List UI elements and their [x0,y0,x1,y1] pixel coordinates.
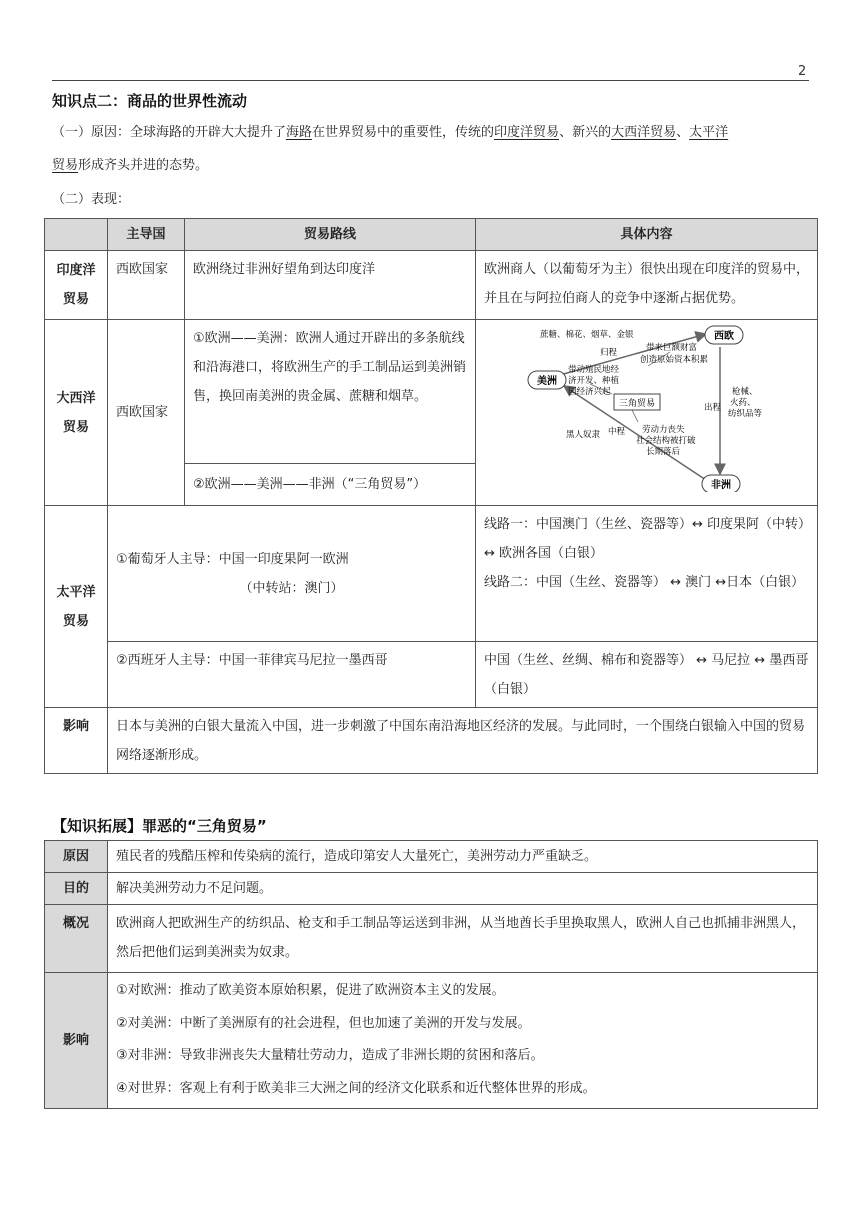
pacific-route-1-cell [108,506,476,642]
route-cell: 欧洲绕过非洲好望角到达印度洋 [185,251,476,320]
table-header-row [45,219,818,251]
header-cell [45,219,108,251]
center-label: 三角贸易 [618,399,656,409]
middle-passage-label: 中程 [608,427,626,437]
leader-cell: 西欧国家 [108,251,185,320]
row-label-purpose: 目的 [45,873,108,905]
row-head-pacific [45,506,108,708]
america-effect-label: 带动殖民地经 [568,365,620,375]
return-label: 归程 [600,348,618,358]
impact-list [108,973,818,1109]
triangle-trade-diagram [480,322,810,492]
route-line: ①葡萄牙人主导：中国一印度果阿一欧洲 [116,551,349,567]
underlined-term: 太平洋 [689,125,729,140]
triangle-trade-diagram-cell [476,320,818,506]
impact-item: ①对欧洲：推动了欧美资本原始积累，促进了欧洲资本主义的发展。 [116,983,505,998]
wealth-label: 创造原始资本积累 [640,355,709,365]
header-rule [52,80,809,81]
pacific-route-2-cell: ②西班牙人主导：中国一菲律宾马尼拉一墨西哥 [108,642,476,708]
pacific-content-1-cell [476,506,818,642]
row-text: 殖民者的残酷压榨和传染病的流行，造成印第安人大量死亡，美洲劳动力严重缺乏。 [108,841,818,873]
header-cell: 具体内容 [476,219,818,251]
table-row-atlantic [45,320,818,464]
table-row [45,841,818,873]
header-cell: 主导国 [108,219,185,251]
trade-table [44,218,818,774]
row-label-overview: 概况 [45,905,108,973]
row-head-line: 贸易 [62,292,89,307]
goods-to-africa-label: 纺织品等 [728,409,763,419]
row-head-line: 贸易 [62,613,89,629]
row-text: 欧洲商人把欧洲生产的纺织品、枪支和手工制品等运送到非洲，从当地酋长手里换取黑人，欧洲人自己也抓捕非洲黑人，然后把他们运到美洲卖为奴隶。 [108,905,818,973]
impact-item: ③对非洲：导致非洲丧失大量精壮劳动力，造成了非洲长期的贫困和落后。 [116,1048,544,1063]
row-head-line: 贸易 [62,419,89,435]
outbound-label: 出程 [704,403,722,413]
row-text: 解决美洲劳动力不足问题。 [108,873,818,905]
section-title: 知识点二：商品的世界性流动 [52,92,248,110]
underlined-term: 大西洋贸易 [611,125,677,140]
cause-text: 形成齐头并进的态势。 [78,158,209,173]
cause-text: （一）原因：全球海路的开辟大大提升了 [52,125,287,140]
cause-text: 、新兴的 [559,125,612,140]
goods-to-europe-label: 蔗糖、棉花、烟草、金银 [540,330,634,340]
extension-title: 【知识拓展】罪恶的“三角贸易” [52,817,267,835]
row-label-impact: 影响 [45,973,108,1109]
goods-to-africa-label: 枪械、 [732,387,758,397]
route-line: （中转站：澳门） [239,580,344,596]
row-head-line: 大西洋 [56,390,96,406]
content-cell: 欧洲商人（以葡萄牙为主）很快出现在印度洋的贸易中，并且在与阿拉伯商人的竞争中逐渐占据优势。 [476,251,818,320]
slaves-label: 黑人奴隶 [566,430,601,440]
leader-cell: 西欧国家 [108,320,185,506]
pacific-content-2-cell: 中国（生丝、丝绸、棉布和瓷器等） ↔ 马尼拉 ↔ 墨西哥（白银） [476,642,818,708]
header-cell: 贸易路线 [185,219,476,251]
node-africa-label: 非洲 [711,480,731,491]
america-effect-label: 济开发、种植 [568,376,620,386]
performance-label: （二）表现： [52,192,131,207]
table-row-indian-ocean [45,251,818,320]
table-row [45,905,818,973]
page-number: 2 [798,64,807,79]
row-head-indian-ocean [45,251,108,320]
cause-text: 在世界贸易中的重要性，传统的 [312,125,495,140]
node-europe-label: 西欧 [714,331,734,342]
table-row [45,973,818,1109]
node-america-label: 美洲 [537,376,557,387]
impact-item: ④对世界：客观上有利于欧美非三大洲之间的经济文化联系和近代整体世界的形成。 [116,1080,596,1096]
row-head-line: 印度洋 [56,263,96,278]
route-cell: ①欧洲——美洲：欧洲人通过开辟出的多条航线和沿海港口，将欧洲生产的手工制品运到美洲销售，换回南美洲的贵金属、蔗糖和烟草。 [185,320,476,464]
america-effect-label: 园经济兴起 [568,387,611,397]
goods-to-africa-label: 火药、 [730,398,756,408]
underlined-term: 海路 [286,125,313,140]
wealth-label: 带来巨额财富 [646,343,698,353]
triangle-trade-table [44,840,818,1109]
connector-line [632,410,638,422]
table-row [45,873,818,905]
africa-effect-label: 劳动力丧失 [642,425,685,435]
africa-effect-label: 社会结构被打破 [636,436,696,446]
underlined-term: 印度洋贸易 [494,125,560,140]
row-head-line: 太平洋 [56,584,96,600]
content-line: 线路二：中国（生丝、瓷器等） ↔ 澳门 ↔日本（白银） [484,575,805,590]
row-head-impact: 影响 [45,708,108,774]
cause-paragraph [52,116,809,182]
row-label-cause: 原因 [45,841,108,873]
table-row-impact [45,708,818,774]
africa-effect-label: 长期落后 [646,447,681,457]
impact-item: ②对美洲：中断了美洲原有的社会进程，但也加速了美洲的开发与发展。 [116,1015,531,1031]
content-line: 线路一：中国澳门（生丝、瓷器等）↔ 印度果阿（中转）↔ 欧洲各国（白银） [484,517,805,561]
row-head-atlantic [45,320,108,506]
underlined-term: 贸易 [52,158,79,173]
route-cell: ②欧洲——美洲——非洲（“三角贸易”） [185,463,476,505]
table-row-pacific [45,506,818,642]
cause-text: 、 [676,125,690,140]
impact-cell: 日本与美洲的白银大量流入中国，进一步刺激了中国东南沿海地区经济的发展。与此同时，一个围绕白银输入中国的贸易网络逐渐形成。 [108,708,818,774]
table-row-pacific-2 [45,642,818,708]
